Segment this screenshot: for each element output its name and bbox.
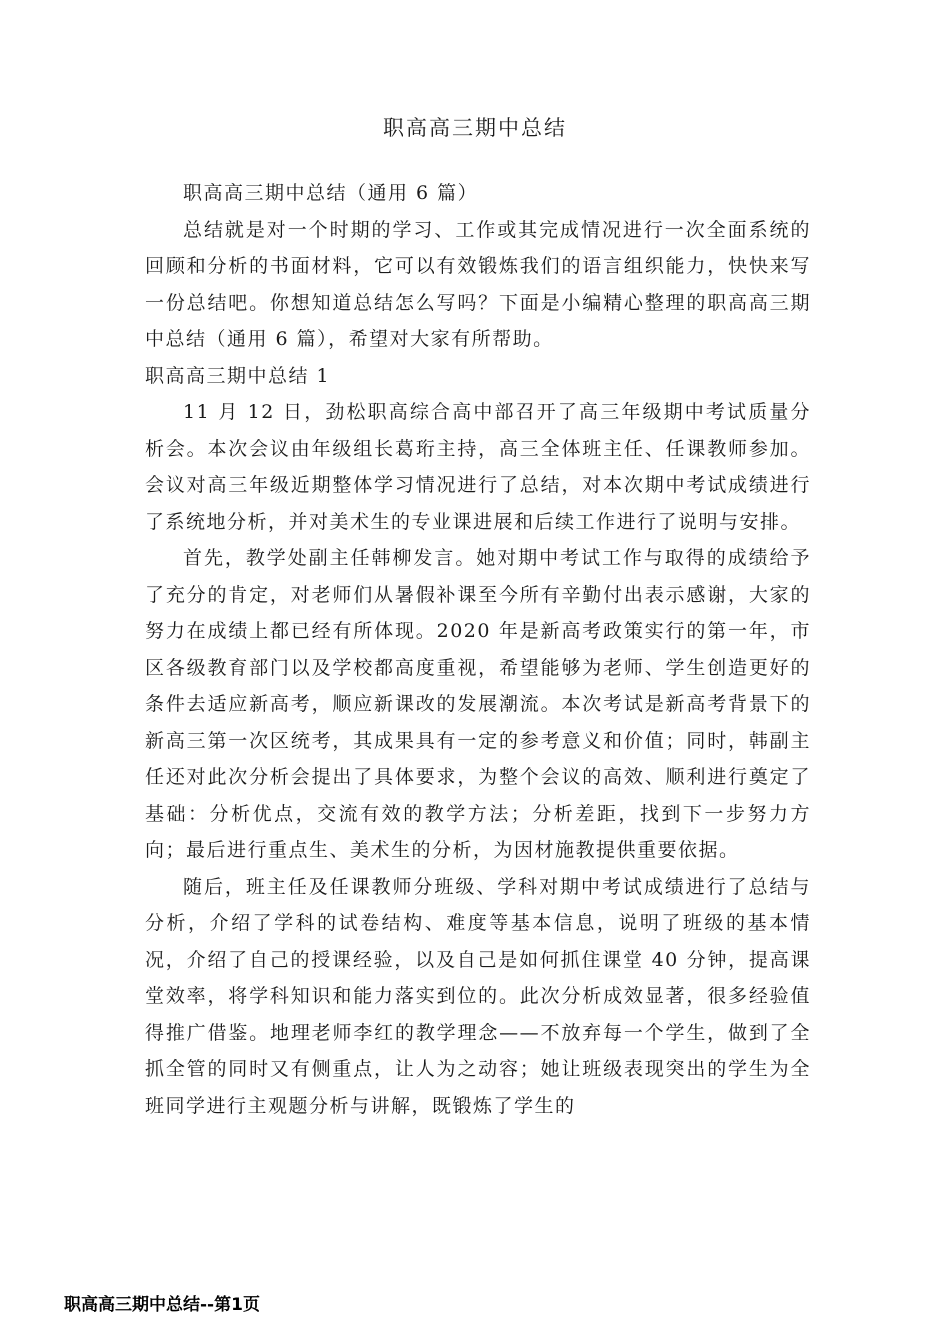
body-paragraph: 首先，教学处副主任韩柳发言。她对期中考试工作与取得的成绩给予了充分的肯定，对老师们从暑假补课至今所有辛勤付出表示感谢，大家的努力在成绩上都已经有所体现。2020 年是新高考政策实行的第一年，市区各级教育部门以及学校都高度重视，希望能够为老师、学生创造更好的条件去适应新高考，顺应新课改的发展潮流。本次考试是新高考背景下的新高三第一次区统考，其成果具有一定的参考意义和价值；同时，韩副主任还对此次分析会提出了具体要求，为整个会议的高效、顺利进行奠定了基础：分析优点，交流有效的教学方法；分析差距，找到下一步努力方向；最后进行重点生、美术生的分析，为因材施教提供重要依据。 bbox=[145, 547, 811, 861]
body-paragraph: 随后，班主任及任课教师分班级、学科对期中考试成绩进行了总结与分析，介绍了学科的试卷结构、难度等基本信息，说明了班级的基本情况，介绍了自己的授课经验，以及自己是如何抓住课堂 40 分钟，提高课堂效率，将学科知识和能力落实到位的。此次分析成效显著，很多经验值得推广借鉴。地理老师李红的教学理念——不放弃每一个学生，做到了全抓全管的同时又有侧重点，让人为之动容；她让班级表现突出的学生为全班同学进行主观题分析与讲解，既锻炼了学生的 bbox=[145, 875, 811, 1117]
intro-paragraph: 总结就是对一个时期的学习、工作或其完成情况进行一次全面系统的回顾和分析的书面材料，它可以有效锻炼我们的语言组织能力，快快来写一份总结吧。你想知道总结怎么写吗？下面是小编精心整理的职高高三期中总结（通用 6 篇），希望对大家有所帮助。 bbox=[145, 218, 811, 350]
document-body bbox=[145, 175, 811, 1124]
document-subtitle: 职高高三期中总结（通用 6 篇） bbox=[183, 182, 479, 204]
page-footer: 职高高三期中总结--第1页 bbox=[64, 1295, 260, 1315]
body-paragraph: 11 月 12 日，劲松职高综合高中部召开了高三年级期中考试质量分析会。本次会议由年级组长葛珩主持，高三全体班主任、任课教师参加。会议对高三年级近期整体学习情况进行了总结，对本次期中考试成绩进行了系统地分析，并对美术生的专业课进展和后续工作进行了说明与安排。 bbox=[145, 401, 811, 533]
section-heading: 职高高三期中总结 1 bbox=[145, 364, 331, 387]
document-title: 职高高三期中总结 bbox=[383, 116, 567, 140]
